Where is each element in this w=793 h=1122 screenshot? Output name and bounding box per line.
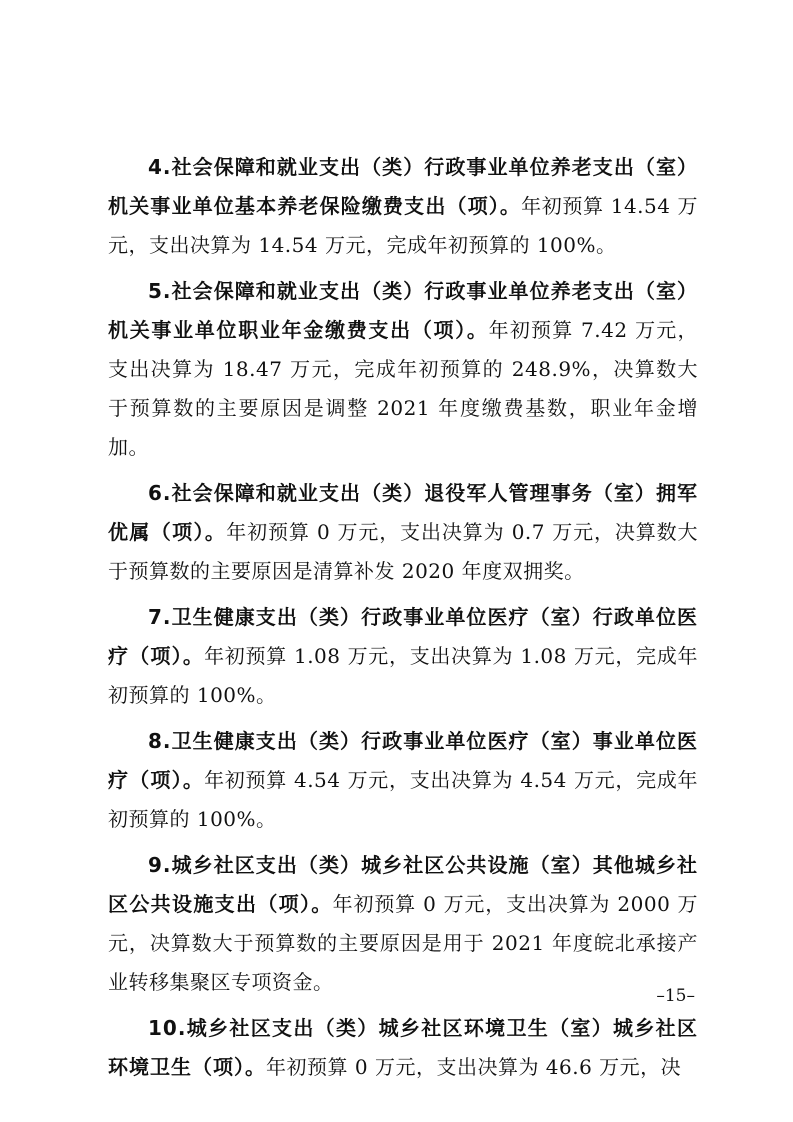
paragraph-heading: 9.城乡社区支出（类）城乡社区公共设施（室）其他城乡社区公共设施支出（项）。 [108, 853, 698, 916]
paragraph-item-6 [108, 474, 698, 591]
paragraph-item-7 [108, 598, 698, 715]
document-body [108, 148, 698, 1094]
paragraph-heading: 5.社会保障和就业支出（类）行政事业单位养老支出（室）机关事业单位职业年金缴费支出（项）。 [108, 279, 698, 342]
paragraph-item-4 [108, 148, 698, 265]
page-number: –15– [656, 986, 695, 1006]
paragraph-heading: 6.社会保障和就业支出（类）退役军人管理事务（室）拥军优属（项）。 [108, 481, 698, 544]
paragraph-text: 年初预算 7.42 万元，支出决算为 18.47 万元，完成年初预算的 248.9%，决算数大于预算数的主要原因是调整 2021 年度缴费基数，职业年金增加。 [108, 318, 699, 459]
paragraph-text: 年初预算 1.08 万元，支出决算为 1.08 万元，完成年初预算的 100%。 [108, 644, 698, 707]
paragraph-item-10 [108, 1009, 698, 1087]
paragraph-item-8 [108, 722, 698, 839]
paragraph-heading: 10.城乡社区支出（类）城乡社区环境卫生（室）城乡社区环境卫生（项）。 [108, 1016, 698, 1079]
paragraph-text: 年初预算 0 万元，支出决算为 46.6 万元，决 [266, 1055, 682, 1079]
paragraph-heading: 4.社会保障和就业支出（类）行政事业单位养老支出（室）机关事业单位基本养老保险缴费支出（项）。 [108, 155, 698, 218]
paragraph-heading: 7.卫生健康支出（类）行政事业单位医疗（室）行政单位医疗（项）。 [108, 605, 698, 668]
paragraph-text: 年初预算 14.54 万元，支出决算为 14.54 万元，完成年初预算的 100%。 [108, 194, 698, 257]
paragraph-item-9 [108, 846, 698, 1002]
paragraph-heading: 8.卫生健康支出（类）行政事业单位医疗（室）事业单位医疗（项）。 [108, 729, 698, 792]
paragraph-item-5 [108, 272, 698, 467]
paragraph-text: 年初预算 0 万元，支出决算为 0.7 万元，决算数大于预算数的主要原因是清算补发 2020 年度双拥奖。 [108, 520, 699, 583]
paragraph-text: 年初预算 4.54 万元，支出决算为 4.54 万元，完成年初预算的 100%。 [108, 768, 698, 831]
paragraph-text: 年初预算 0 万元，支出决算为 2000 万元，决算数大于预算数的主要原因是用于 2021 年度皖北承接产业转移集聚区专项资金。 [108, 892, 699, 994]
